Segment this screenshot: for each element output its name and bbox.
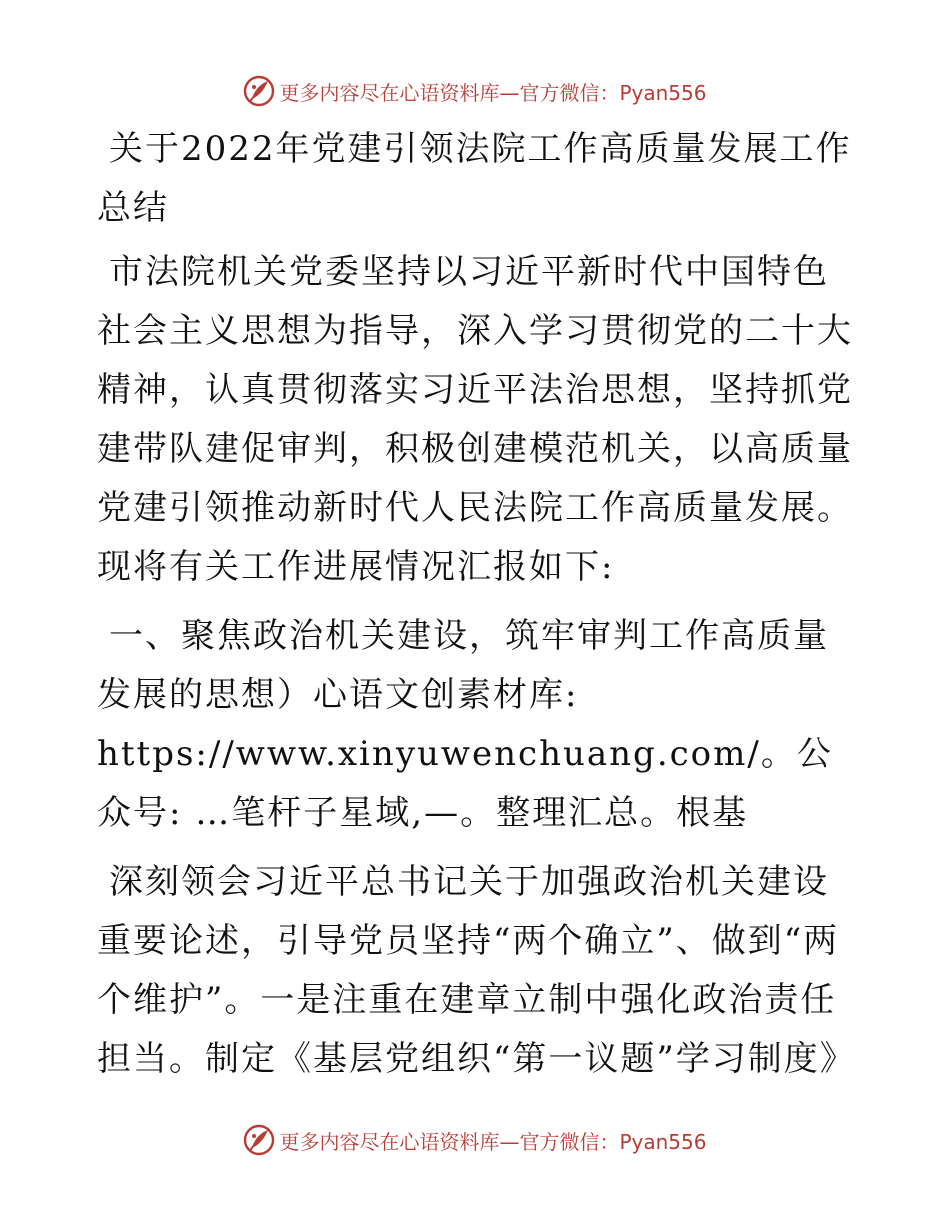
footer-banner [0, 1120, 950, 1160]
paragraph-section-one: 一、聚焦政治机关建设，筑牢审判工作高质量发展的思想）心语文创素材库: https://www.xinyuwenchuang.com/。公众号: …笔杆子星域,—。整理汇总。根基 [97, 616, 833, 833]
paragraph-intro: 市法院机关党委坚持以习近平新时代中国特色社会主义思想为指导，深入学习贯彻党的二十大精神，认真贯彻落实习近平法治思想，坚持抓党建带队建促审判，积极创建模范机关，以高质量党建引领推动新时代人民法院工作高质量发展。现将有关工作进展情况汇报如下: [97, 252, 853, 587]
footer-banner-text: 更多内容尽在心语资料库—官方微信：Pyan556 [279, 1129, 707, 1154]
document-body [97, 120, 857, 1099]
header-banner-text: 更多内容尽在心语资料库—官方微信：Pyan556 [279, 80, 707, 105]
document-title: 关于2022年党建引领法院工作高质量发展工作总结 [97, 129, 852, 228]
feather-pen-logo-icon [243, 1124, 275, 1156]
paragraph-section-one-detail: 深刻领会习近平总书记关于加强政治机关建设重要论述，引导党员坚持“两个确立”、做到“两个维护”。一是注重在建章立制中强化政治责任担当。制定《基层党组织“第一议题”学习制度》 [97, 862, 856, 1079]
header-banner [0, 71, 950, 111]
feather-pen-logo-icon [243, 75, 275, 107]
